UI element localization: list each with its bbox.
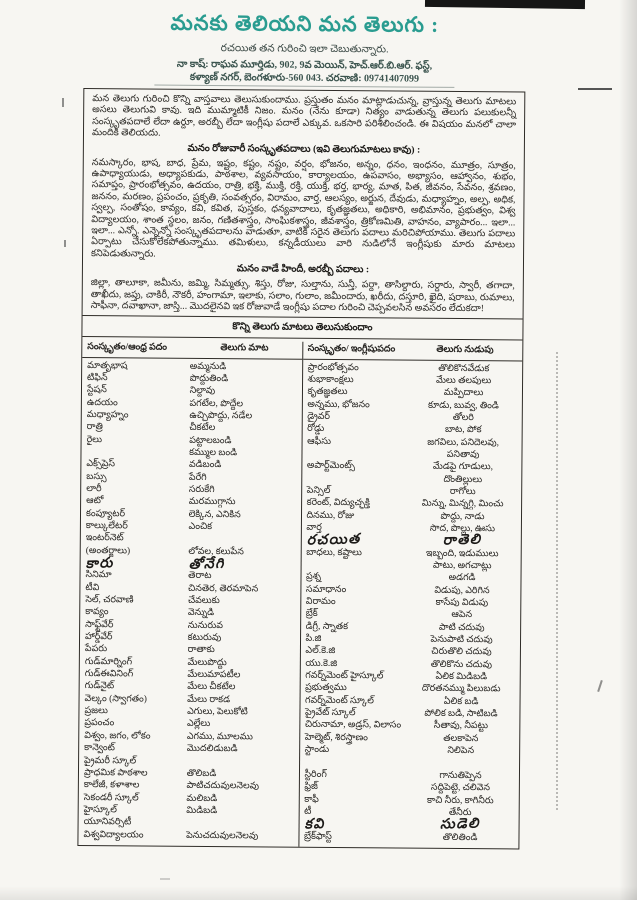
term-cell: కరెంట్, విద్యుచ్ఛక్తి [306,498,370,509]
term-cell: ఆఫీసు [307,436,332,447]
word-cell: వడిబండి [188,460,222,471]
page-title: మనకు తెలియని మన తెలుగు : [170,10,440,37]
word-cell: పొద్దుతిండి [189,373,229,384]
telugu-words-table [78,339,522,848]
term-cell: కృతజ్ఞతలు [307,386,348,398]
term-cell: పి.జి [305,633,322,644]
column-header: తెలుగు నుడుపు [436,344,494,355]
term-cell: రచయిత [306,532,361,549]
word-cell: చీకటేల [189,423,216,434]
term-cell: సమాధానం [305,584,347,595]
word-cell: మేలు చీకటేల [187,682,236,693]
word-cell: మేలు రాకడ [187,694,231,705]
term-cell: గుడ్‌నైట్ [84,681,115,692]
word-cell: ఎంచిక [188,521,213,532]
word-cell: తెరాట [188,571,212,582]
term-cell: చిరునామా, అడ్రస్, విలాసం [304,720,402,731]
term-cell: గుడ్‌ఈవినింగ్ [84,669,134,680]
term-cell [307,448,410,461]
word-cell: చినతెర, తెరమాపెన [188,583,259,595]
masthead [83,10,526,88]
term-cell: టీ [304,806,312,817]
term-cell: హెల్మెట్, శిరస్త్రాణం [304,732,369,744]
word-cell: పెనుచదువులనెలవు [186,830,259,841]
term-cell: యు.కె.జి [305,658,338,669]
word-cell: లోవల, కలుపేన [188,546,244,557]
term-cell: కవి [303,817,325,833]
term-cell: విరామం [305,596,336,608]
article-box [77,88,525,849]
scan-edge-shade [619,0,637,900]
term-cell: వెల్కం (స్వాగతం) [84,693,147,705]
term-cell: విశ్వవిద్యాలయం [83,829,144,841]
word-cell: మలిబడి [186,793,218,804]
word-cell: పట్టాలబండి [189,435,232,446]
term-cell: ప్రజలు [84,706,108,717]
term-cell: ఆటో [86,496,104,507]
word-cell: విడుపు, ఎరిగిన [434,585,490,596]
term-cell: డ్రైవర్ [307,411,331,422]
term-cell: కంప్యూటర్ [85,508,126,519]
word-cell: మిడిబడి [186,805,218,816]
term-cell: సినిమా [85,570,112,581]
word-cell: పాటిచదువులనెలవు [186,781,260,792]
word-cell: తొలికొను చదువు [430,659,493,670]
word-cell: పగటేల, పొద్దేల [189,398,244,409]
scan-speck [64,240,66,247]
word-cell: మేలుమాపటీల [187,669,241,681]
term-cell: కాన్వెంట్ [84,743,115,754]
word-cell: కాసేపు విడుపు [435,597,489,609]
term-cell: ప్రైవేట్ స్కూల్ [304,707,356,719]
word-cell: మేలు తలపులు [435,375,492,387]
term-cell: రాత్రి [86,422,103,433]
word-cell: ఆపెన [451,610,473,621]
term-cell: మధ్యాహ్నం [86,409,129,421]
word-cell: లెక్కిన, ఎనికిన [188,509,241,520]
word-cell: మప్పిదాలు [443,388,484,399]
hindi-arabic-words-paragraph: జిల్లా, తాలూకా, జమీను, జమ్మి, సిమ్మత్సు, శిస్తు, రోజు, సుల్తాను, సున్తీ, పర్దా, తాసిల్దారు, సర్దారు, స్వారీ, తగాదా, తాఖీదు, జప్తు, చాకిరీ, నౌకరీ, హంగామా, ఇలాకు, సలాం, గులాం, జమీందారు, ఖరీదు, దస్తూరి, ఖైది, షరాబు, రుమాలు, సాఫీనా, దవాఖానా, జాస్తి... మొదలైనవి ఇక రోజువాడే ఇంగ్లీషు పదాల గురించి చెప్పవలసిన అవసరం లేదుకదా! [90,277,515,315]
author-address-line2: కళ్యాణ్ నగర్, బెంగళూరు-560 043. చరవాణి: 09741407099 [189,71,420,85]
word-cell: తోలరి [452,412,474,423]
word-cell: సుడెలి [440,816,481,833]
word-cell: జగవిలు, పనిదెలవు, [427,437,500,448]
table-title: కొన్ని తెలుగు మాటలు తెలుసుకుందాం [232,320,373,333]
word-cell: దొంతిల్లులు [443,474,483,485]
table-left-body [83,360,296,843]
table-left-half [78,339,302,846]
word-cell: ఏలిక బడి [443,696,479,707]
term-cell: అన్నము, భోజనం [307,399,370,410]
table-row [86,557,296,571]
term-cell: కాలేజీ, కళాశాల [83,780,140,791]
author-subtitle: రచయిత తన గురించి ఇలా చెబుతున్నారు. [220,43,389,56]
term-cell: కారు [85,556,115,572]
term-cell: ప్రాధమిక పాఠశాల [83,767,148,779]
term-cell: లారీ [86,483,102,495]
term-cell: హైస్కూల్ [83,804,117,816]
scan-artifact-top-bar [425,0,585,9]
table-row [86,545,296,559]
term-cell: డిగ్రీ, స్నాతక [305,621,349,632]
term-cell: పెన్సిల్ [306,485,331,496]
word-cell: చిరుతొలి చదువు [431,647,492,658]
word-cell: నునురువ [187,620,223,631]
term-cell: వార్త [306,522,322,533]
word-cell: మిన్ను, మిన్నగ్గి, మించు [421,498,504,510]
term-cell: ఎక్స్‌ప్రెస్ [86,459,116,470]
word-cell: వెన్నుడి [187,608,215,619]
word-cell: గానుతిప్పెన [439,770,482,781]
term-cell: విశ్వం, జగం, లోకం [84,730,151,742]
term-cell: అపార్ట్‌మెంట్స్ [306,461,355,472]
word-cell: పొద్దు, నాడు [440,511,485,522]
word-cell: మేలుపొద్దు [187,657,227,668]
table-right-half [299,341,522,848]
word-cell: మొదలిడుబడి [186,743,238,755]
word-cell: రాగోలు [449,486,476,498]
word-cell: రాతెలి [442,532,482,549]
term-cell: ఫ్రిజ్ [304,781,318,793]
word-cell: పనితావు [446,449,480,461]
term-cell [306,559,409,572]
term-cell: మాతృభాష [87,360,128,371]
column-header: తెలుగు మాట [220,342,269,353]
term-cell: యూనివర్సిటీ [83,817,132,828]
word-cell: సొద, పొల్లు, ఊసు [429,523,496,535]
section-heading-hindi-arabic-words: మనం వాడే హిందీ, అరబ్బీ పదాలు : [236,263,370,276]
word-cell: చేవలుకు [187,595,220,607]
term-cell: హార్డ్‌వేర్ [85,632,113,643]
word-cell: మరముగ్గాను [188,497,236,508]
word-cell: నిలిపెన [447,746,475,757]
table-right-body [304,361,517,844]
term-cell: సెకండరీ స్కూల్ [83,792,139,803]
word-cell: రాతాకు [187,645,215,656]
word-cell: తేనీరు [448,807,472,818]
term-cell: ప్రభుత్వము [305,683,347,694]
term-cell: స్టీరింగ్ [304,769,327,780]
table-row [83,829,293,843]
scan-speck [160,878,170,880]
term-cell: కాల్కులేటర్ [85,521,128,532]
term-cell [305,756,408,769]
word-cell: ఎల్లేలు [186,719,211,730]
table-row [304,818,514,832]
term-cell: రోడ్డు [307,423,325,435]
term-cell: కావ్యం [85,607,109,618]
word-cell: ఎగము, మూలము [186,731,253,743]
word-cell: పేరేగి [188,472,207,483]
word-cell: తలకాపెన [443,733,479,744]
term-cell: బ్రేక్ [305,609,318,620]
word-cell [407,757,514,770]
sanskrit-words-paragraph: నమస్కారం, భాష, బాధ, ప్రేమ, ఇష్టం, కష్టం, నష్టం, వర్షం, భోజనం, అన్నం, ధనం, ఇంధనం, మూత్రం, సూత్రం, ఉపాధ్యాయుడు, అధ్యాపకుడు, పాఠశాల, వ్యవసాయం, కార్యాలయం, ఉపవాసం, అభ్యాసం, ఆహ్వానం, శుభం, సమాప్తం, ప్రారంభోత్సవం, ఉదయం, రాత్రి, భక్తి, ముక్తి, రక్తి, యుక్తి, భర్త, భార్య, మాత, పిత, జీవనం, సేవనం, శ్రవణం, జననం, మరణం, ప్రపంచం, ప్రకృతి, సంవత్సరం, విరామం, వార్త, ఆలస్యం, అర్జున, దేవుడు, మధ్యాహ్నం, అల్ప, అధిక, స్వల్ప, సంతోషం, కావ్యం, కవి, కవిత, పుస్తకం, ధన్యవాదాలు, కృతజ్ఞతలు, అధికారి, అభిమానం, ప్రభుత్వం, విశ్వ విద్యాలయం, శాంత స్థలం, జనం, గణితశాస్త్రం, సాంఘికశాస్త్రం, జీవశాస్త్రం, త్రికోణమితి, వాహనం, వ్యాపారం... ఇలా... ఇలా... ఎన్నో. ఎన్నెన్నో సంస్కృతపదాలను వాడుతూ, వాటికి సరైన తెలుగు పదాలు మరిచిపోయాము. తెలుగు పదాలు ఏర్పాటు చేసుకోలేకపోతున్నాము. తమిళులు, కన్నడీయులు వారి నుడిలోనే ఇంగ్లీషుకు మారు మాటలు కనిపెడుతున్నారు. [91,156,516,260]
column-header: సంస్కృతం/ ఇంగ్లీషుపదం [307,343,396,354]
term-cell: కాఫీ [304,794,319,805]
word-cell: మేడపై గూడులు, [432,462,493,473]
term-cell: స్టేషన్ [86,385,107,396]
term-cell: గుడ్‌మార్నింగ్ [84,656,133,668]
word-cell: తోనేగి [188,556,225,573]
scan-artifact-dash [578,88,612,90]
word-cell: ఏలిక మిడిబడి [435,671,488,683]
word-cell: ఎగులు, పెలుకోటి [187,706,248,718]
word-cell: అడగడి [448,573,476,584]
table-row [306,534,516,548]
scan-bottom-shade [0,886,637,900]
word-cell: కమ్ముల బండి [189,447,238,459]
term-cell: టీవి [85,582,100,593]
term-cell: రైలు [86,434,103,445]
term-cell: పేపరు [84,644,108,655]
word-cell: పోలిక బడి, సాటిబడి [424,708,498,720]
term-cell: బస్సు [86,471,107,482]
scan-bleedthrough-marks [556,352,558,810]
term-cell: టిఫిన్ [87,372,108,384]
term-cell: ప్రైమరీ స్కూల్ [84,755,137,766]
word-cell: కాచి నీరు, కాగినీరు [426,795,494,806]
term-cell: ప్రపంచం [84,718,115,729]
term-cell: గవర్న్‌మెంట్ స్కూల్ [305,695,374,707]
term-cell: ప్రారంభోత్సవం [307,362,359,373]
word-cell: సరుకేగి [188,484,215,495]
term-cell: బ్రేక్‌ఫాస్ట్ [303,831,332,842]
term-cell: శుభాకాంక్షలు [307,374,354,385]
term-cell: దినము, రోజు [306,510,355,521]
word-cell: పాటు, అగచాట్లు [432,560,492,572]
word-cell [188,533,295,546]
word-cell [187,755,294,768]
word-cell: తొలితిండి [442,832,478,843]
term-cell [86,446,189,459]
column-header: సంస్కృతం/ఆంధ్ర పదం [87,341,168,353]
document-content [77,6,526,849]
word-cell: సీతావు, నీపట్టు [433,721,489,732]
term-cell: ఎల్.కె.జి [305,646,336,657]
word-cell: కూడు, బువ్వ, తిండి [427,400,499,411]
term-cell: (అంతర్జాలు) [85,545,131,557]
term-cell: ఇంటర్‌నెట్ [85,533,124,544]
word-cell: కటురువు [187,632,222,644]
term-cell: స్టాండు [304,744,330,756]
term-cell: బాధలు, కష్టాలు [306,547,362,558]
word-cell: అమ్మనుడి [189,361,227,372]
term-cell: ఉదయం [86,397,118,408]
word-cell [186,817,293,830]
word-cell: తొలిబడి [186,768,217,779]
table-left-header [87,340,297,359]
scan-speck [62,98,64,107]
term-cell: గవర్న్‌మెంట్ హైస్కూల్ [305,670,384,682]
word-cell: పాటి చదువు [438,622,485,633]
term-cell: సాఫ్ట్‌వేర్ [85,619,114,630]
word-cell: నిల్దావు [189,386,216,397]
intro-paragraph: మన తెలుగు గురించి కొన్ని వాస్తవాలు తెలుసుకుందాము. ప్రస్తుతం మనం మాట్లాడుచున్న, వ్రాస్తున్న తెలుగు మాటలు అసలు తెలుగువి కావు. ఇది ముమ్మాటికీ నిజం. మనం (నేను కూడా) నిత్యం వాడుతున్న తెలుగు పలుకులన్నీ సంస్కృతపదాలే లేదా ఉర్దూ, అరబ్బీ లేదా ఇంగ్లీషు పదాలే ఎక్కువ. ఒకసారి పరిశీలించండి. ఈ విషయం మనలో చాలా మందికి తెలియదు. [91,93,517,139]
word-cell: ఉచ్చిపొద్దు, నడేల [189,410,253,422]
scan-speck [597,680,603,692]
word-cell: పెనుపాటి చదువు [430,634,493,646]
term-cell: సెల్, చరవాణి [85,595,134,606]
section-heading-sanskrit-words: మనం రోజువారీ సంస్కృతపదాలు (ఇవి తెలుగుమాటలు కావు) : [187,142,421,156]
term-cell: ప్రశ్న [305,572,322,583]
word-cell: ఇబ్బంది, ఇడుములు [426,548,499,559]
word-cell: సద్దిపెట్టె, చలివెన [430,782,490,794]
word-cell: తొలికొనవేడుక [438,363,490,374]
term-cell [307,472,410,485]
table-right-header [308,341,518,360]
word-cell: బాట, పోక [444,425,482,436]
word-cell: దొరతనమ్ము పిలుబడు [421,684,501,695]
author-address-line1: నా కాష్: రాఘవ మూర్తిడు, 902, 9వ మెయిన్, హెచ్.ఆర్.బి.ఆర్. ఫస్ట్, [176,58,433,72]
